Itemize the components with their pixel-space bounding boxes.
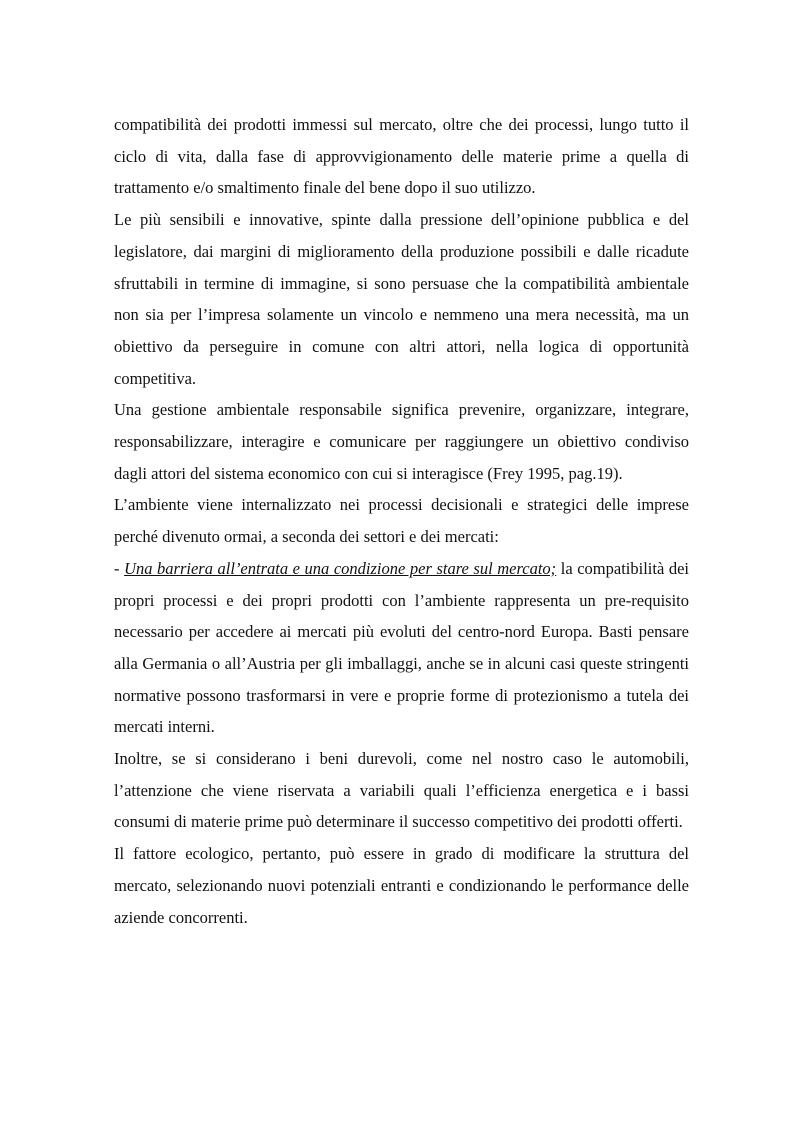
paragraph-ecological-factor: Il fattore ecologico, pertanto, può essere in grado di modificare la struttura del mercato, selezionando nuovi potenziali entranti e condizionando le performance delle aziende concorrenti.: [114, 844, 689, 927]
paragraph-entry-barrier: [114, 553, 689, 743]
document-body: [114, 109, 689, 933]
paragraph-durable-goods: Inoltre, se si considerano i beni durevoli, come nel nostro caso le automobili, l’attenzione che viene riservata a variabili quali l’efficienza energetica e i bassi consumi di materie prime può determinare il successo competitivo dei prodotti offerti.: [114, 749, 689, 832]
entry-barrier-heading: Una barriera all’entrata e una condizione per stare sul mercato;: [124, 558, 557, 578]
list-dash: -: [114, 558, 125, 578]
entry-barrier-body: la compatibilità dei propri processi e dei propri prodotti con l’ambiente rappresenta un pre-requisito necessario per accedere ai mercati più evoluti del centro-nord Europa. Basti pensare alla Germania o all’Austria per gli imballaggi, anche se in alcuni casi queste stringenti normative possono trasformarsi in vere e proprie forme di protezionismo a tutela dei mercati interni.: [114, 558, 689, 737]
paragraph-innovative-firms: Le più sensibili e innovative, spinte dalla pressione dell’opinione pubblica e del legislatore, dai margini di miglioramento della produzione possibili e dalle ricadute sfruttabili in termine di immagine, si sono persuase che la compatibilità ambientale non sia per l’impresa solamente un vincolo e nemmeno una mera necessità, ma un obiettivo da perseguire in comune con altri attori, nella logica di opportunità competitiva.: [114, 210, 689, 388]
paragraph-environment-internalized: L’ambiente viene internalizzato nei processi decisionali e strategici delle imprese perché divenuto ormai, a seconda dei settori e dei mercati:: [114, 495, 689, 547]
paragraph-product-compatibility: compatibilità dei prodotti immessi sul mercato, oltre che dei processi, lungo tutto il ciclo di vita, dalla fase di approvvigionamento delle materie prime a quella di trattamento e/o smaltimento finale del bene dopo il suo utilizzo.: [114, 115, 689, 198]
paragraph-environmental-management: Una gestione ambientale responsabile significa prevenire, organizzare, integrare, responsabilizzare, interagire e comunicare per raggiungere un obiettivo condiviso dagli attori del sistema economico con cui si interagisce (Frey 1995, pag.19).: [114, 400, 689, 483]
